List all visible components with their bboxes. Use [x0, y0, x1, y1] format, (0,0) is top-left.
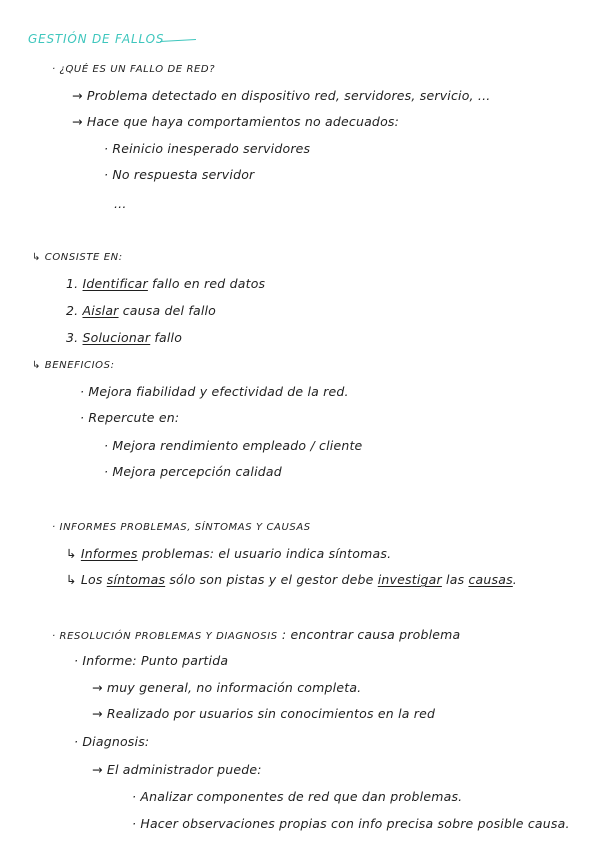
- note-line: · Mejora percepción calidad: [104, 464, 282, 479]
- note-text: ↳ Los: [66, 572, 107, 587]
- underlined-term: Aislar: [82, 303, 119, 318]
- note-text: sólo son pistas y el gestor debe: [165, 572, 378, 587]
- note-line: · No respuesta servidor: [104, 167, 255, 182]
- note-line: · Informe: Punto partida: [74, 653, 229, 668]
- heading-text: · RESOLUCIÓN PROBLEMAS Y DIAGNOSIS: [52, 631, 278, 642]
- note-line: · Mejora fiabilidad y efectividad de la red.: [80, 384, 349, 399]
- page-title: GESTIÓN DE FALLOS: [28, 32, 165, 46]
- note-line: [66, 546, 391, 562]
- list-item: [66, 303, 216, 319]
- list-number: 3.: [66, 330, 79, 345]
- arrow-text: ↳: [66, 546, 81, 561]
- list-text: causa del fallo: [118, 303, 217, 318]
- note-text: problemas: el usuario indica síntomas.: [137, 546, 392, 561]
- note-line: [66, 572, 517, 588]
- list-text: fallo: [150, 330, 183, 345]
- underlined-term: investigar: [377, 572, 442, 587]
- question-heading: · ¿QUÉ ES UN FALLO DE RED?: [52, 64, 216, 75]
- underlined-term: Informes: [80, 546, 138, 561]
- section-heading: ↳ CONSISTE EN:: [32, 252, 123, 263]
- note-line: → El administrador puede:: [92, 762, 262, 777]
- note-line: → Hace que haya comportamientos no adecuados:: [72, 114, 400, 129]
- note-line: · Repercute en:: [80, 410, 180, 425]
- note-line: · Mejora rendimiento empleado / cliente: [104, 438, 363, 453]
- list-text: fallo en red datos: [147, 276, 266, 291]
- underlined-term: síntomas: [106, 572, 166, 587]
- note-line: · Reinicio inesperado servidores: [104, 141, 311, 156]
- section-heading: [52, 627, 460, 645]
- section-heading: · INFORMES PROBLEMAS, SÍNTOMAS Y CAUSAS: [52, 522, 311, 533]
- note-line: → Realizado por usuarios sin conocimientos en la red: [92, 706, 436, 721]
- note-text: : encontrar causa problema: [277, 627, 461, 642]
- underlined-term: Solucionar: [82, 330, 151, 345]
- note-line: → muy general, no información completa.: [92, 680, 362, 695]
- note-line: · Hacer observaciones propias con info precisa sobre posible causa.: [132, 816, 570, 831]
- note-line: → Problema detectado en dispositivo red, servidores, servicio, ...: [72, 88, 491, 103]
- note-text: las: [441, 572, 469, 587]
- list-item: [66, 330, 182, 346]
- note-line: · Diagnosis:: [74, 734, 150, 749]
- list-item: [66, 276, 265, 292]
- underlined-term: Identificar: [82, 276, 148, 291]
- note-line: · Analizar componentes de red que dan problemas.: [132, 789, 463, 804]
- section-heading: ↳ BENEFICIOS:: [32, 360, 115, 371]
- note-line: ...: [114, 196, 127, 211]
- title-underline: [160, 39, 196, 42]
- list-number: 1.: [66, 276, 79, 291]
- underlined-term: causas: [468, 572, 513, 587]
- note-text: .: [512, 572, 517, 587]
- list-number: 2.: [66, 303, 79, 318]
